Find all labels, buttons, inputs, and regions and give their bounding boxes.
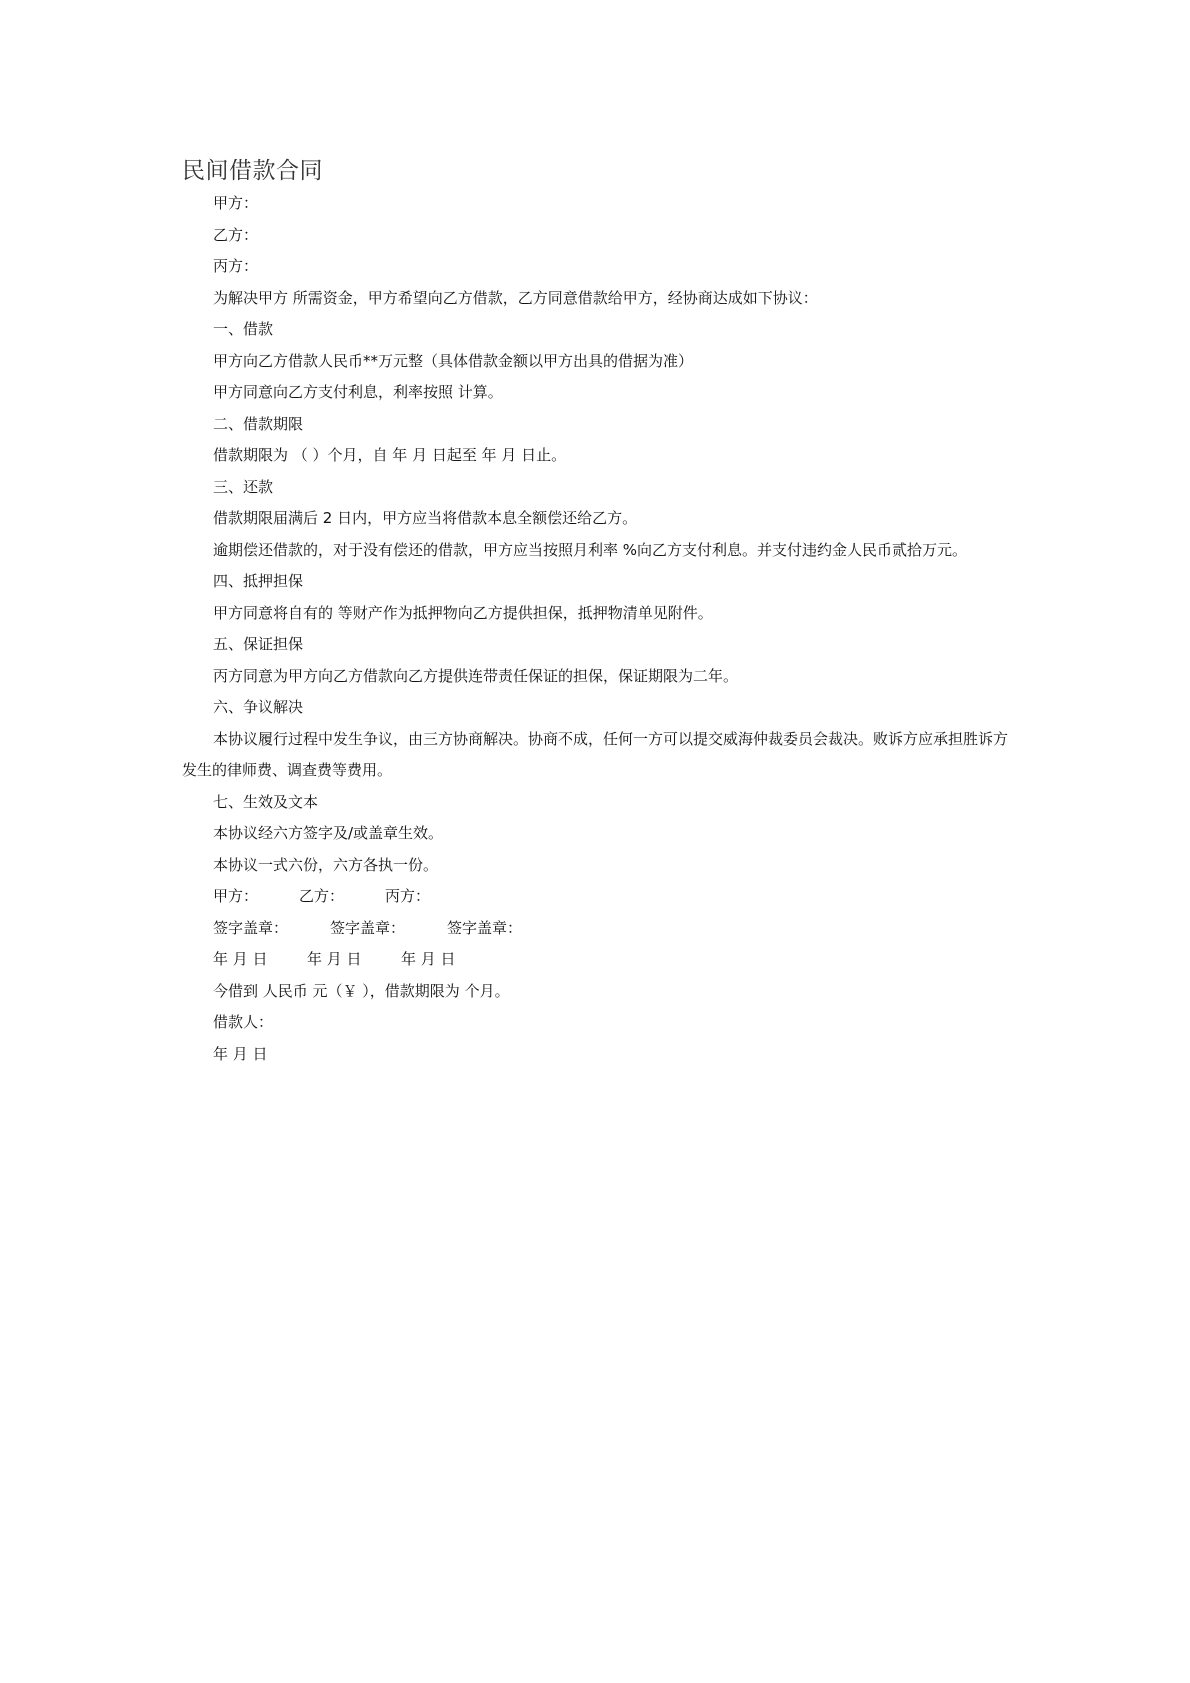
date-party-a: 年 月 日 (213, 950, 268, 968)
seal-party-b: 签字盖章： (330, 918, 406, 937)
section-heading-effect: 七、生效及文本 (213, 792, 319, 811)
signature-party-a: 甲方： (213, 887, 259, 905)
signature-date-row (182, 944, 1022, 976)
section-heading-loan: 一、借款 (213, 320, 274, 338)
section-heading-dispute: 六、争议解决 (213, 698, 304, 716)
section-heading-repay: 三、还款 (213, 477, 274, 496)
overdue-text: 逾期偿还借款的，对于没有偿还的借款，甲方应当按照月利率 %向乙方支付利息。并支付违约金人民币贰拾万元。 (213, 540, 968, 559)
loan-interest-text: 甲方同意向乙方支付利息，利率按照 计算。 (213, 383, 503, 401)
contract-body (182, 154, 1022, 1070)
seal-party-c: 签字盖章： (447, 918, 523, 937)
party-a-label: 甲方： (213, 194, 259, 212)
signature-seal-row (182, 913, 1022, 945)
effect-text: 本协议经六方签字及/或盖章生效。 (213, 824, 444, 842)
receipt-text: 今借到 人民币 元（￥ ），借款期限为 个月。 (213, 981, 510, 1000)
guarantee-text: 丙方同意为甲方向乙方借款向乙方提供连带责任保证的担保，保证期限为二年。 (213, 666, 739, 685)
signature-party-c: 丙方： (385, 887, 431, 905)
loan-term-text: 借款期限为 （ ）个月，自 年 月 日起至 年 月 日止。 (213, 446, 567, 464)
borrower-label: 借款人： (213, 1013, 274, 1031)
loan-amount-text: 甲方向乙方借款人民币**万元整（具体借款金额以甲方出具的借据为准） (213, 351, 694, 370)
section-heading-term: 二、借款期限 (213, 414, 304, 433)
party-c-label: 丙方： (213, 257, 259, 275)
date-party-c: 年 月 日 (401, 950, 456, 968)
signature-party-b: 乙方： (299, 887, 345, 905)
date-party-b: 年 月 日 (307, 950, 362, 968)
section-heading-guarantee: 五、保证担保 (213, 635, 304, 653)
seal-party-a: 签字盖章： (213, 918, 289, 937)
intro-text: 为解决甲方 所需资金，甲方希望向乙方借款，乙方同意借款给甲方，经协商达成如下协议： (213, 288, 818, 307)
section-heading-mortgage: 四、抵押担保 (213, 572, 304, 590)
dispute-paragraph: 本协议履行过程中发生争议，由三方协商解决。协商不成，任何一方可以提交威海仲裁委员会裁决。败诉方应承担胜诉方发生的律师费、调查费等费用。 (182, 729, 1009, 779)
copies-text: 本协议一式六份，六方各执一份。 (213, 855, 439, 874)
receipt-date: 年 月 日 (213, 1044, 268, 1063)
mortgage-text: 甲方同意将自有的 等财产作为抵押物向乙方提供担保，抵押物清单见附件。 (213, 603, 713, 622)
document-title: 民间借款合同 (182, 158, 323, 184)
repay-text: 借款期限届满后 2 日内，甲方应当将借款本息全额偿还给乙方。 (213, 509, 638, 527)
party-b-label: 乙方： (213, 225, 259, 244)
signature-parties-row (182, 881, 1022, 913)
